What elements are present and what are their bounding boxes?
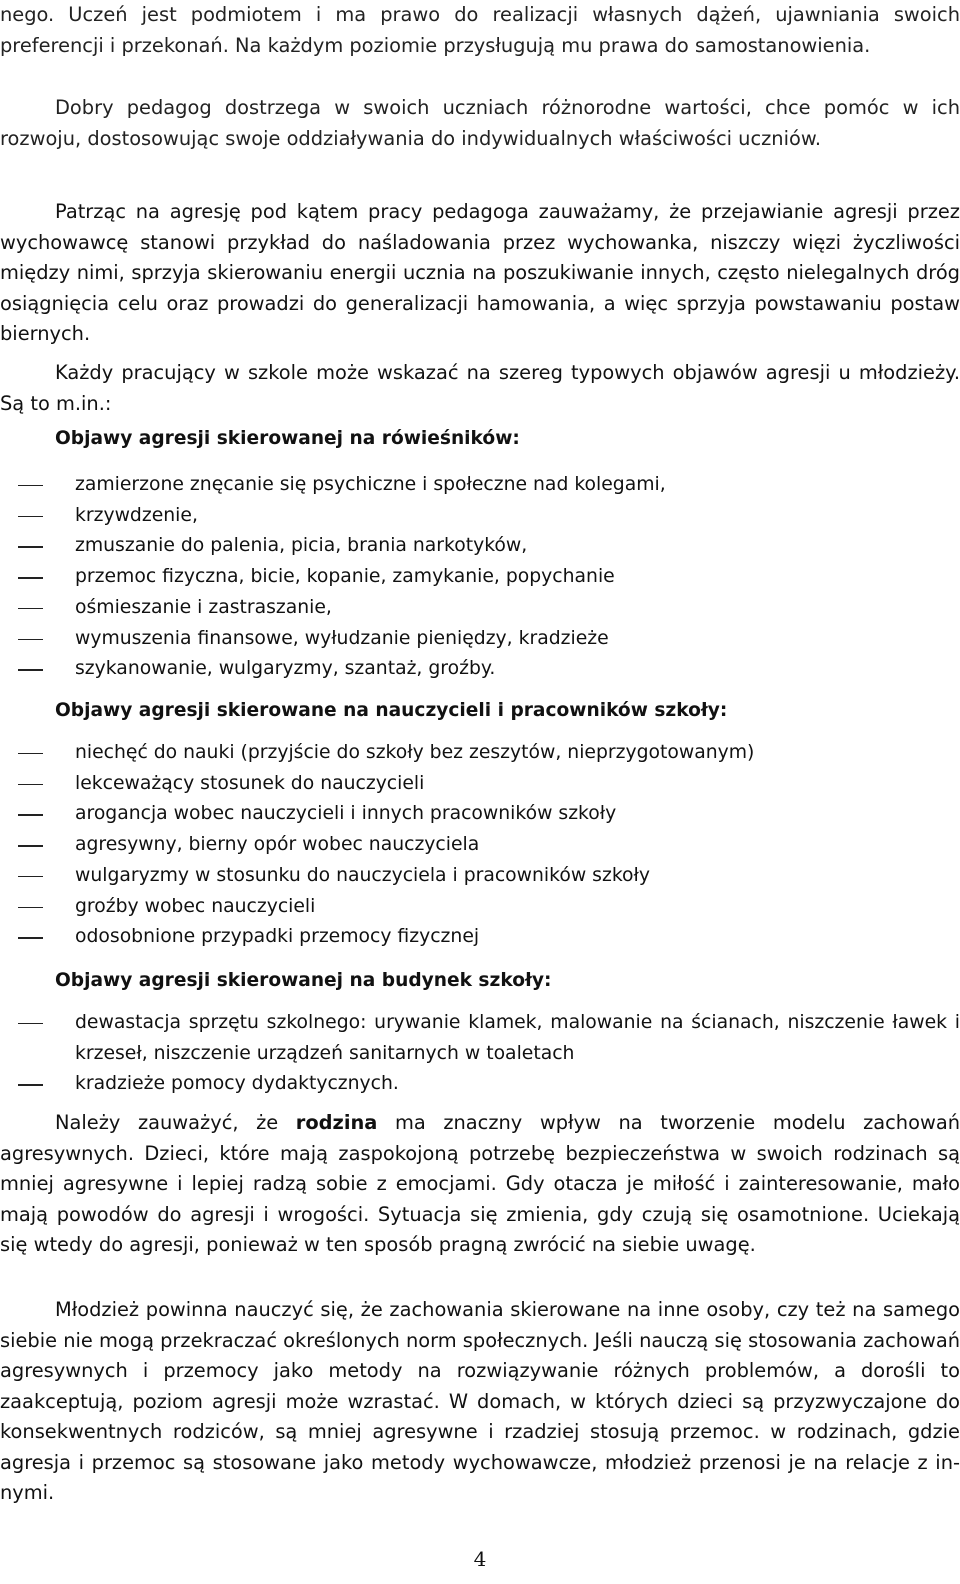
dash-bullet-icon	[18, 907, 43, 908]
list-item: szykanowanie, wulgaryzmy, szantaż, groźby.	[0, 654, 960, 685]
dash-bullet-icon	[18, 814, 43, 815]
dash-bullet-icon	[18, 784, 43, 785]
list-item: niechęć do nauki (przyjście do szkoły bez zeszytów, nieprzygotowanym)	[0, 738, 960, 769]
dash-bullet-icon	[18, 669, 43, 670]
list-item: kradzieże pomocy dydaktycznych.	[0, 1069, 960, 1100]
dash-bullet-icon	[18, 577, 43, 578]
dash-bullet-icon	[18, 1084, 43, 1085]
list-item: odosobnione przypadki przemocy fizycznej	[0, 922, 960, 953]
paragraph-teacher-aggression: Patrząc na agresję pod kątem pracy pedagoga zauważamy, że przejawianie agresji przez wychowawcę stanowi przykład do naśladowania przez wychowanka, niszczy więzi życzliwości między nimi, sprzyja skierowaniu energii ucznia na poszukiwanie innych, często nielegalnych dróg osiągnięcia celu oraz prowadzi do generalizacji hamowania, a więc sprzyja powstawaniu postaw biernych.	[0, 200, 960, 345]
dash-bullet-icon	[18, 608, 43, 609]
paragraph-symptoms-intro: Każdy pracujący w szkole może wskazać na szereg typowych objawów agresji u młodzieży. Są to m.in.:	[0, 361, 960, 415]
list-building	[0, 1008, 960, 1100]
emphasis-family: rodzina	[295, 1111, 378, 1134]
list-item: przemoc fizyczna, bicie, kopanie, zamykanie, popychanie	[0, 562, 960, 593]
section-heading-peers: Objawy agresji skierowanej na rówieśników:	[55, 428, 520, 449]
dash-bullet-icon	[18, 876, 43, 877]
dash-bullet-icon	[18, 516, 43, 517]
list-item: lekceważący stosunek do nauczycieli	[0, 769, 960, 800]
paragraph-family: Należy zauważyć, że rodzina ma znaczny wpływ na tworzenie modelu zachowań agresywnych. Dzieci, które mają zaspokojoną potrzebę bezpieczeństwa w swoich rodzinach są mniej agresywne i lepiej radzą sobie z emocjami. Gdy otacza je miłość i zainteresowanie, mało mają powodów do agresji i wrogości. Sytuacja się zmienia, gdy czują się osamotnione. Uciekają się wtedy do agresji, ponieważ w ten sposób pragną zwrócić na siebie uwagę.	[0, 1111, 960, 1256]
section-heading-teachers: Objawy agresji skierowane na nauczycieli i pracowników szkoły:	[55, 700, 728, 721]
dash-bullet-icon	[18, 753, 43, 754]
list-item: dewastacja sprzętu szkolnego: urywanie klamek, malowanie na ścianach, niszczenie ławek i krzeseł, niszczenie urządzeń sanitarnych w toaletach	[0, 1008, 960, 1069]
paragraph-continuation: nego. Uczeń jest podmiotem i ma prawo do realizacji własnych dążeń, ujawniania swoich preferencji i przekonań. Na każdym poziomie przysługują mu prawa do samostanowienia.	[0, 3, 960, 57]
list-item: krzywdzenie,	[0, 501, 960, 532]
list-item: ośmieszanie i zastraszanie,	[0, 593, 960, 624]
page-number: 4	[473, 1547, 487, 1571]
dash-bullet-icon	[18, 1023, 43, 1024]
list-item: groźby wobec nauczycieli	[0, 892, 960, 923]
list-item: agresywny, bierny opór wobec nauczyciela	[0, 830, 960, 861]
dash-bullet-icon	[18, 845, 43, 846]
dash-bullet-icon	[18, 937, 43, 938]
list-item: zamierzone znęcanie się psychiczne i społeczne nad kolegami,	[0, 470, 960, 501]
list-teachers	[0, 738, 960, 953]
paragraph-youth: Młodzież powinna nauczyć się, że zachowania skierowane na inne osoby, czy też na samego siebie nie mogą przekraczać określonych norm społecznych. Jeśli nauczą się stosowania zachowań agresywnych i przemocy jako metody na rozwiązywanie różnych problemów, a dorośli to zaakceptują, poziom agresji może wzrastać. W domach, w których dzieci są przyzwyczajone do konsekwentnych rodziców, są mniej agresywne i rzadziej stosują przemoc. w rodzinach, gdzie agresja i przemoc są stosowane jako metody wychowawcze, młodzież przenosi je na relacje z innymi.	[0, 1298, 960, 1504]
list-item: wulgaryzmy w stosunku do nauczyciela i pracowników szkoły	[0, 861, 960, 892]
dash-bullet-icon	[18, 639, 43, 640]
paragraph-good-teacher: Dobry pedagog dostrzega w swoich uczniach różnorodne wartości, chce pomóc w ich rozwoju, dostosowując swoje oddziaływania do indywidualnych właściwości uczniów.	[0, 96, 960, 150]
list-item: wymuszenia finansowe, wyłudzanie pieniędzy, kradzieże	[0, 624, 960, 655]
dash-bullet-icon	[18, 485, 43, 486]
section-heading-building: Objawy agresji skierowanej na budynek szkoły:	[55, 970, 552, 991]
dash-bullet-icon	[18, 546, 43, 547]
list-item: arogancja wobec nauczycieli i innych pracowników szkoły	[0, 799, 960, 830]
list-item: zmuszanie do palenia, picia, brania narkotyków,	[0, 531, 960, 562]
list-peers	[0, 470, 960, 685]
